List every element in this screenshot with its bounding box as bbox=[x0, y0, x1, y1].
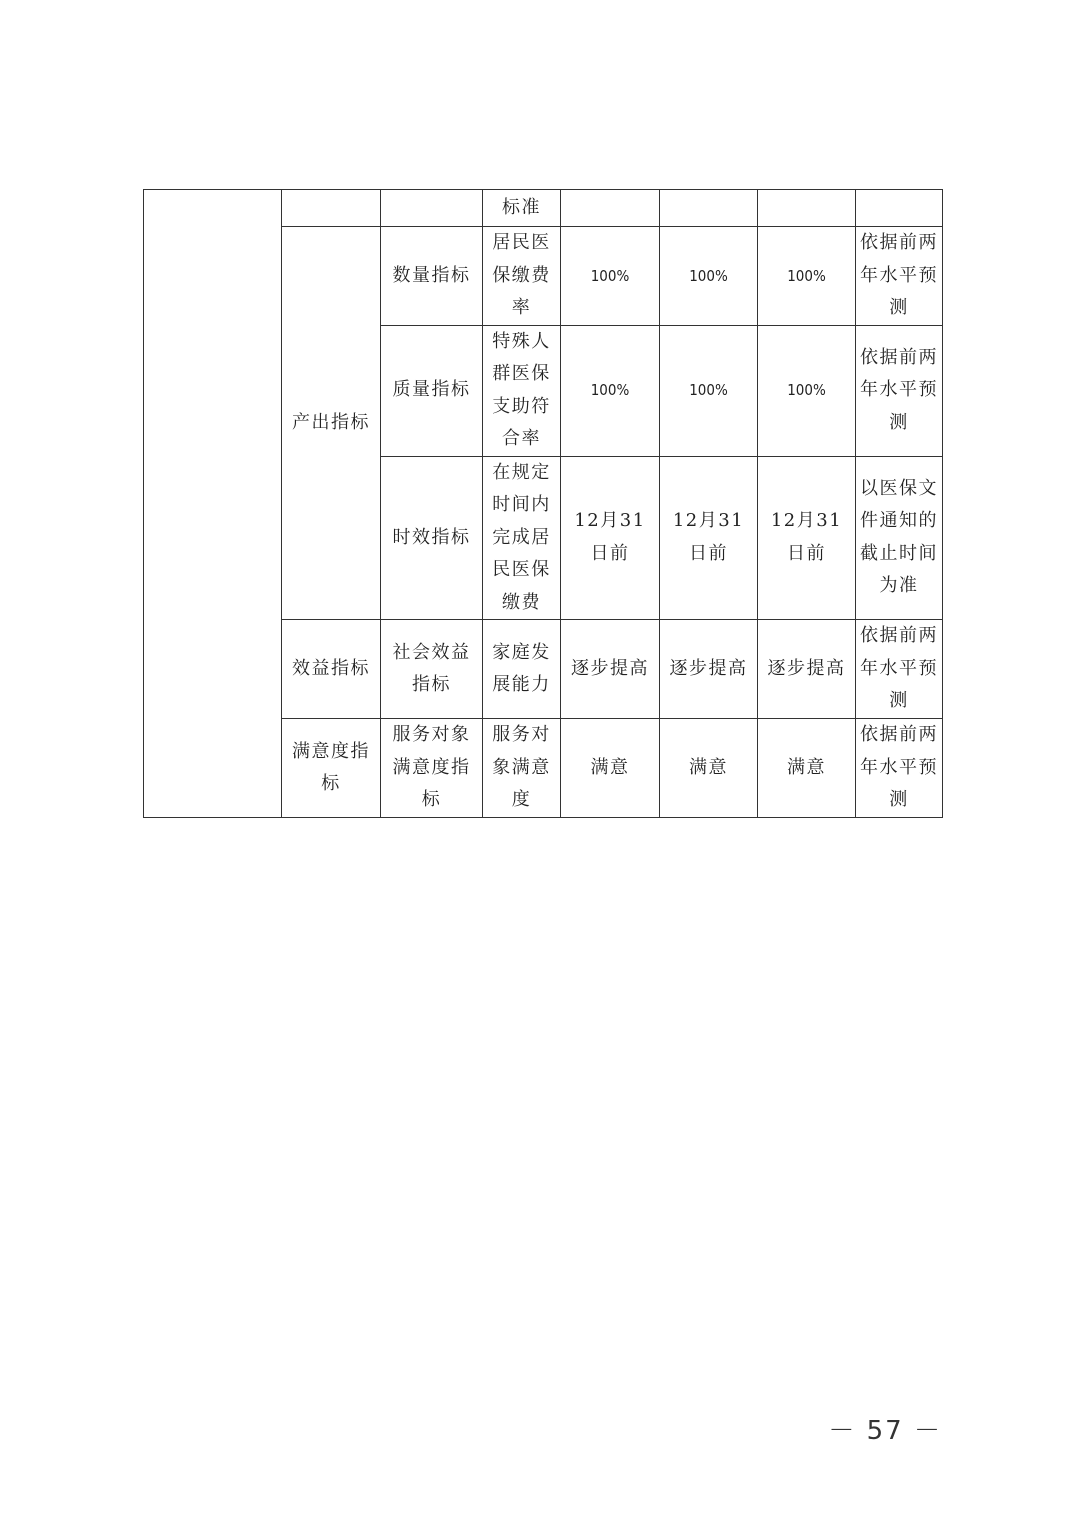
value-cell: 100% bbox=[660, 227, 758, 326]
note-cell: 以医保文件通知的截止时间为准 bbox=[856, 456, 943, 620]
project-cell bbox=[144, 190, 282, 818]
level1-cell: 满意度指标 bbox=[282, 719, 381, 818]
value-cell: 逐步提高 bbox=[758, 620, 856, 719]
level2-cell: 数量指标 bbox=[381, 227, 483, 326]
level3-cell: 服务对象满意度 bbox=[483, 719, 561, 818]
level1-cell: 效益指标 bbox=[282, 620, 381, 719]
level3-cell: 特殊人群医保支助符合率 bbox=[483, 325, 561, 456]
level3-cell: 在规定时间内完成居民医保缴费 bbox=[483, 456, 561, 620]
value-cell: 满意 bbox=[561, 719, 660, 818]
level3-cell: 居民医保缴费率 bbox=[483, 227, 561, 326]
value-cell bbox=[660, 190, 758, 227]
value-cell: 逐步提高 bbox=[561, 620, 660, 719]
value-cell: 100% bbox=[758, 227, 856, 326]
value-cell: 100% bbox=[561, 227, 660, 326]
performance-indicator-table bbox=[143, 189, 943, 818]
note-cell: 依据前两年水平预测 bbox=[856, 227, 943, 326]
value-cell bbox=[561, 190, 660, 227]
level2-cell: 时效指标 bbox=[381, 456, 483, 620]
value-cell: 100% bbox=[561, 325, 660, 456]
value-cell: 12月31日前 bbox=[561, 456, 660, 620]
level3-cell: 标准 bbox=[483, 190, 561, 227]
value-cell: 100% bbox=[758, 325, 856, 456]
value-cell: 100% bbox=[660, 325, 758, 456]
value-cell: 满意 bbox=[758, 719, 856, 818]
note-cell bbox=[856, 190, 943, 227]
value-cell: 逐步提高 bbox=[660, 620, 758, 719]
level2-cell: 服务对象满意度指标 bbox=[381, 719, 483, 818]
note-cell: 依据前两年水平预测 bbox=[856, 620, 943, 719]
level2-cell: 质量指标 bbox=[381, 325, 483, 456]
value-cell: 12月31日前 bbox=[758, 456, 856, 620]
level1-cell bbox=[282, 190, 381, 227]
value-cell: 满意 bbox=[660, 719, 758, 818]
level2-cell bbox=[381, 190, 483, 227]
level1-cell: 产出指标 bbox=[282, 227, 381, 620]
table-row bbox=[144, 190, 943, 227]
value-cell: 12月31日前 bbox=[660, 456, 758, 620]
level3-cell: 家庭发展能力 bbox=[483, 620, 561, 719]
level2-cell: 社会效益指标 bbox=[381, 620, 483, 719]
value-cell bbox=[758, 190, 856, 227]
page-number: － 57 － bbox=[828, 1416, 942, 1446]
note-cell: 依据前两年水平预测 bbox=[856, 719, 943, 818]
note-cell: 依据前两年水平预测 bbox=[856, 325, 943, 456]
